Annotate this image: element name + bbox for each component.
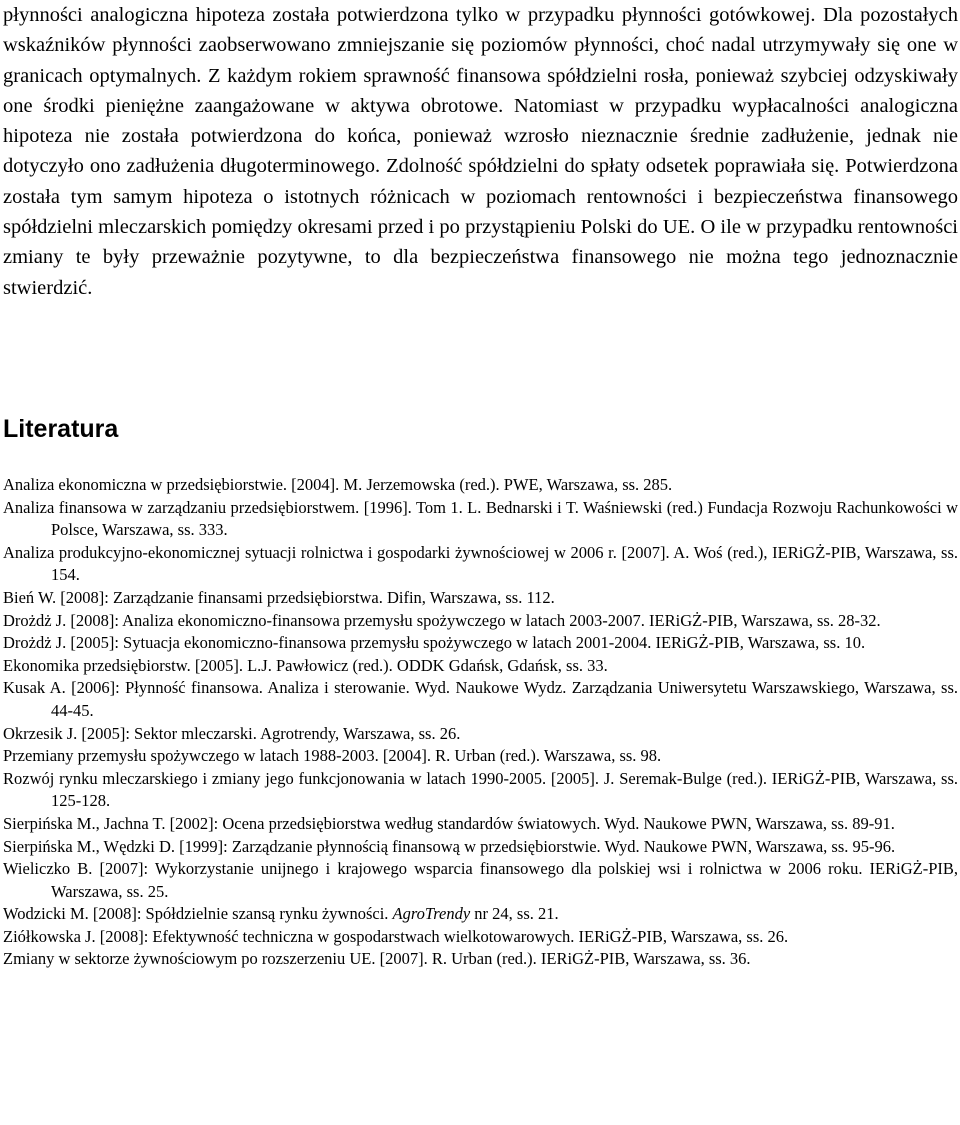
references-list xyxy=(3,474,958,971)
body-paragraph: płynności analogiczna hipoteza została potwierdzona tylko w przypadku płynności gotówkowej. Dla pozostałych wskaźników płynności zaobserwowano zmniejszanie się poziomów płynności, choć nadal utrzymywały się one w granicach optymalnych. Z każdym rokiem sprawność finansowa spółdzielni rosła, ponieważ szybciej odzyskiwały one środki pieniężne zaangażowane w aktywa obrotowe. Natomiast w przypadku wypłacalności analogiczna hipoteza nie została potwierdzona do końca, ponieważ wzrosło nieznacznie średnie zadłużenie, jednak nie dotyczyło ono zadłużenia długoterminowego. Zdolność spółdzielni do spłaty odsetek poprawiała się. Potwierdzona została tym samym hipoteza o istotnych różnicach w poziomach rentowności i bezpieczeństwa finansowego spółdzielni mleczarskich pomiędzy okresami przed i po przystąpieniu Polski do UE. O ile w przypadku rentowności zmiany te były przeważnie pozytywne, to dla bezpieczeństwa finansowego nie można tego jednoznacznie stwierdzić. xyxy=(3,4,958,299)
reference-item: Ziółkowska J. [2008]: Efektywność techniczna w gospodarstwach wielkotowarowych. IERiGŻ-PIB, Warszawa, ss. 26. xyxy=(3,926,789,946)
reference-item: Rozwój rynku mleczarskiego i zmiany jego funkcjonowania w latach 1990-2005. [2005]. J. Seremak-Bulge (red.). IERiGŻ-PIB, Warszawa, ss. 125-128. xyxy=(3,768,958,811)
reference-item: Drożdż J. [2005]: Sytuacja ekonomiczno-finansowa przemysłu spożywczego w latach 2001-2004. IERiGŻ-PIB, Warszawa, ss. 10. xyxy=(3,633,866,653)
reference-item: Okrzesik J. [2005]: Sektor mleczarski. Agrotrendy, Warszawa, ss. 26. xyxy=(3,723,461,743)
reference-text: nr 24, ss. 21. xyxy=(470,904,559,924)
reference-item xyxy=(3,903,958,926)
reference-item: Analiza produkcyjno-ekonomicznej sytuacji rolnictwa i gospodarki żywnościowej w 2006 r. [2007]. A. Woś (red.), IERiGŻ-PIB, Warszawa, ss. 154. xyxy=(3,542,958,585)
reference-item: Ekonomika przedsiębiorstw. [2005]. L.J. Pawłowicz (red.). ODDK Gdańsk, Gdańsk, ss. 33. xyxy=(3,655,608,675)
reference-item: Analiza finansowa w zarządzaniu przedsiębiorstwem. [1996]. Tom 1. L. Bednarski i T. Waśniewski (red.) Fundacja Rozwoju Rachunkowości w Polsce, Warszawa, ss. 333. xyxy=(3,497,958,540)
reference-item: Wieliczko B. [2007]: Wykorzystanie unijnego i krajowego wsparcia finansowego dla polskiej wsi i rolnictwa w 2006 roku. IERiGŻ-PIB, Warszawa, ss. 25. xyxy=(3,859,958,901)
reference-item: Sierpińska M., Wędzki D. [1999]: Zarządzanie płynnością finansową w przedsiębiorstwie. Wyd. Naukowe PWN, Warszawa, ss. 95-96. xyxy=(3,836,896,856)
reference-item: Kusak A. [2006]: Płynność finansowa. Analiza i sterowanie. Wyd. Naukowe Wydz. Zarządzania Uniwersytetu Warszawskiego, Warszawa, ss. 44-45. xyxy=(3,678,958,720)
journal-title: AgroTrendy xyxy=(392,904,471,924)
reference-text: Wodzicki M. [2008]: Spółdzielnie szansą rynku żywności. xyxy=(3,904,393,924)
reference-item: Bień W. [2008]: Zarządzanie finansami przedsiębiorstwa. Difin, Warszawa, ss. 112. xyxy=(3,587,555,607)
reference-item: Analiza ekonomiczna w przedsiębiorstwie. [2004]. M. Jerzemowska (red.). PWE, Warszawa, ss. 285. xyxy=(3,475,673,494)
references-heading: Literatura xyxy=(3,415,119,443)
reference-item: Sierpińska M., Jachna T. [2002]: Ocena przedsiębiorstwa według standardów światowych. Wyd. Naukowe PWN, Warszawa, ss. 89-91. xyxy=(3,813,895,833)
reference-item: Drożdż J. [2008]: Analiza ekonomiczno-finansowa przemysłu spożywczego w latach 2003-2007. IERiGŻ-PIB, Warszawa, ss. 28-32. xyxy=(3,610,881,630)
reference-item: Przemiany przemysłu spożywczego w latach 1988-2003. [2004]. R. Urban (red.). Warszawa, ss. 98. xyxy=(3,746,662,766)
reference-item: Zmiany w sektorze żywnościowym po rozszerzeniu UE. [2007]. R. Urban (red.). IERiGŻ-PIB, Warszawa, ss. 36. xyxy=(3,949,751,969)
